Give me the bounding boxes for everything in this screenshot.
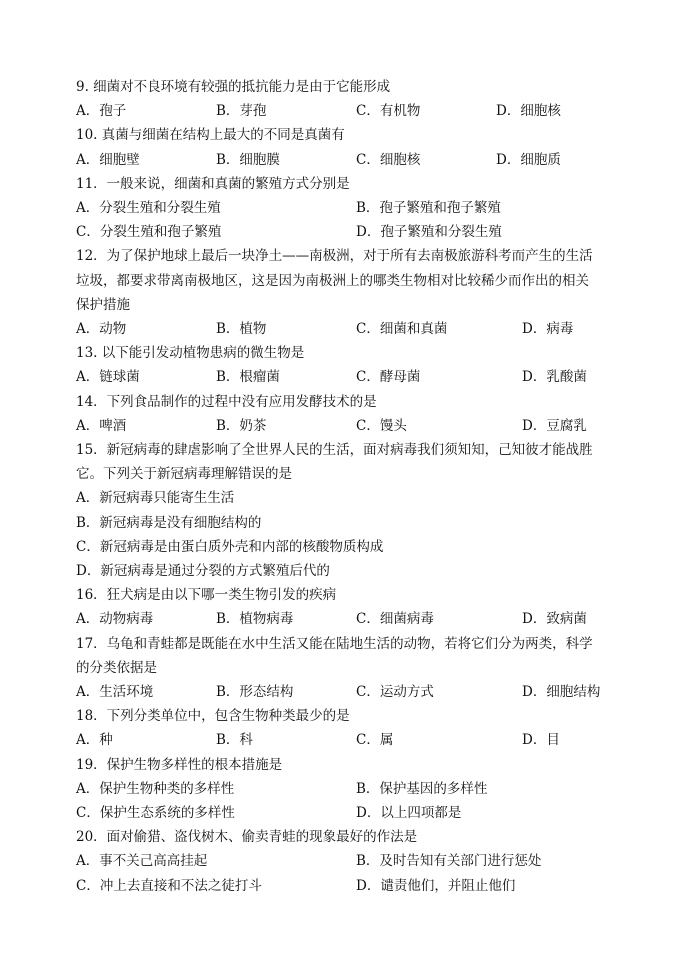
answer-option: D．谴责他们，并阻止他们 — [356, 877, 516, 894]
question-stem: 12．为了保护地球上最后一块净土——南极洲，对于所有去南极旅游科考而产生的生活 — [76, 248, 593, 265]
answer-option: C．运动方式 — [356, 684, 434, 700]
answer-option: C．冲上去直接和不法之徒打斗 — [76, 877, 262, 894]
answer-option: B．及时告知有关部门进行惩处 — [356, 853, 542, 870]
answer-option: D．致病菌 — [522, 611, 587, 628]
answer-option: D．目 — [522, 732, 560, 749]
answer-option: C．分裂生殖和孢子繁殖 — [76, 224, 222, 241]
answer-option: B．植物病毒 — [216, 611, 294, 628]
question-stem: 14．下列食品制作的过程中没有应用发酵技术的是 — [76, 393, 377, 410]
answer-option: B．孢子繁殖和孢子繁殖 — [356, 200, 501, 216]
answer-option: D．细胞结构 — [522, 684, 601, 700]
question-stem: 16．狂犬病是由以下哪一类生物引发的疾病 — [76, 587, 337, 604]
question-stem: 17．乌龟和青蛙都是既能在水中生活又能在陆地生活的动物，若将它们分为两类，科学 — [76, 635, 593, 652]
answer-option: C．有机物 — [356, 103, 421, 120]
answer-option: D．孢子繁殖和分裂生殖 — [356, 224, 502, 241]
question-stem: 18．下列分类单位中，包含生物种类最少的是 — [76, 708, 350, 725]
answer-option: A．细胞壁 — [76, 151, 140, 168]
question-stem: 11．一般来说，细菌和真菌的繁殖方式分别是 — [76, 175, 350, 192]
question-stem: 19．保护生物多样性的根本措施是 — [76, 756, 283, 773]
answer-option: B．植物 — [216, 321, 267, 337]
answer-option: B．细胞膜 — [216, 151, 280, 168]
question-stem: 15．新冠病毒的肆虐影响了全世界人民的生活，面对病毒我们须知知，己知彼才能战胜 — [76, 442, 593, 458]
answer-option: B．奶茶 — [216, 417, 267, 434]
answer-option: A．动物 — [76, 321, 127, 337]
question-stem: 13. 以下能引发动植物患病的微生物是 — [76, 345, 305, 362]
answer-option: C．细菌和真菌 — [356, 321, 448, 337]
question-stem: 的分类依据是 — [76, 659, 157, 676]
answer-option: B．保护基因的多样性 — [356, 780, 488, 797]
question-stem: 20．面对偷猎、盗伐树木、偷卖青蛙的现象最好的作法是 — [76, 829, 418, 846]
answer-option: C．酵母菌 — [356, 369, 421, 386]
answer-option: D．新冠病毒是通过分裂的方式繁殖后代的 — [76, 563, 330, 579]
answer-option: B．科 — [216, 732, 253, 749]
answer-option: A．链球菌 — [76, 369, 140, 386]
answer-option: A．种 — [76, 732, 113, 749]
answer-option: C．细胞核 — [356, 151, 421, 168]
answer-option: D．乳酸菌 — [522, 369, 587, 386]
answer-option: A．事不关己高高挂起 — [76, 853, 208, 870]
answer-option: A．生活环境 — [76, 684, 154, 700]
question-stem: 10. 真菌与细菌在结构上最大的不同是真菌有 — [76, 127, 345, 144]
answer-option: A．保护生物种类的多样性 — [76, 780, 235, 797]
answer-option: D．以上四项都是 — [356, 805, 462, 821]
answer-option: D．豆腐乳 — [522, 417, 587, 434]
answer-option: D．细胞核 — [496, 103, 561, 120]
answer-option: B．新冠病毒是没有细胞结构的 — [76, 514, 262, 531]
answer-option: D．病毒 — [522, 321, 574, 337]
answer-option: A．动物病毒 — [76, 611, 154, 628]
question-stem: 它。下列关于新冠病毒理解错误的是 — [76, 466, 292, 483]
question-stem: 保护措施 — [76, 296, 130, 313]
answer-option: C．保护生态系统的多样性 — [76, 805, 235, 821]
answer-option: C．细菌病毒 — [356, 611, 434, 628]
answer-option: B．芽孢 — [216, 103, 267, 120]
answer-option: C．属 — [356, 732, 394, 749]
answer-option: D．细胞质 — [496, 151, 561, 168]
answer-option: A．孢子 — [76, 103, 127, 120]
answer-option: C．馒头 — [356, 417, 407, 434]
question-stem: 垃圾，都要求带离南极地区，这是因为南极洲上的哪类生物相对比较稀少而作出的相关 — [76, 272, 589, 289]
answer-option: C．新冠病毒是由蛋白质外壳和内部的核酸物质构成 — [76, 538, 384, 555]
answer-option: B．形态结构 — [216, 684, 294, 700]
answer-option: A．新冠病毒只能寄生生活 — [76, 490, 235, 507]
answer-option: A．分裂生殖和分裂生殖 — [76, 200, 221, 216]
answer-option: A．啤酒 — [76, 417, 127, 434]
question-stem: 9. 细菌对不良环境有较强的抵抗能力是由于它能形成 — [76, 79, 391, 95]
answer-option: B．根瘤菌 — [216, 369, 280, 386]
